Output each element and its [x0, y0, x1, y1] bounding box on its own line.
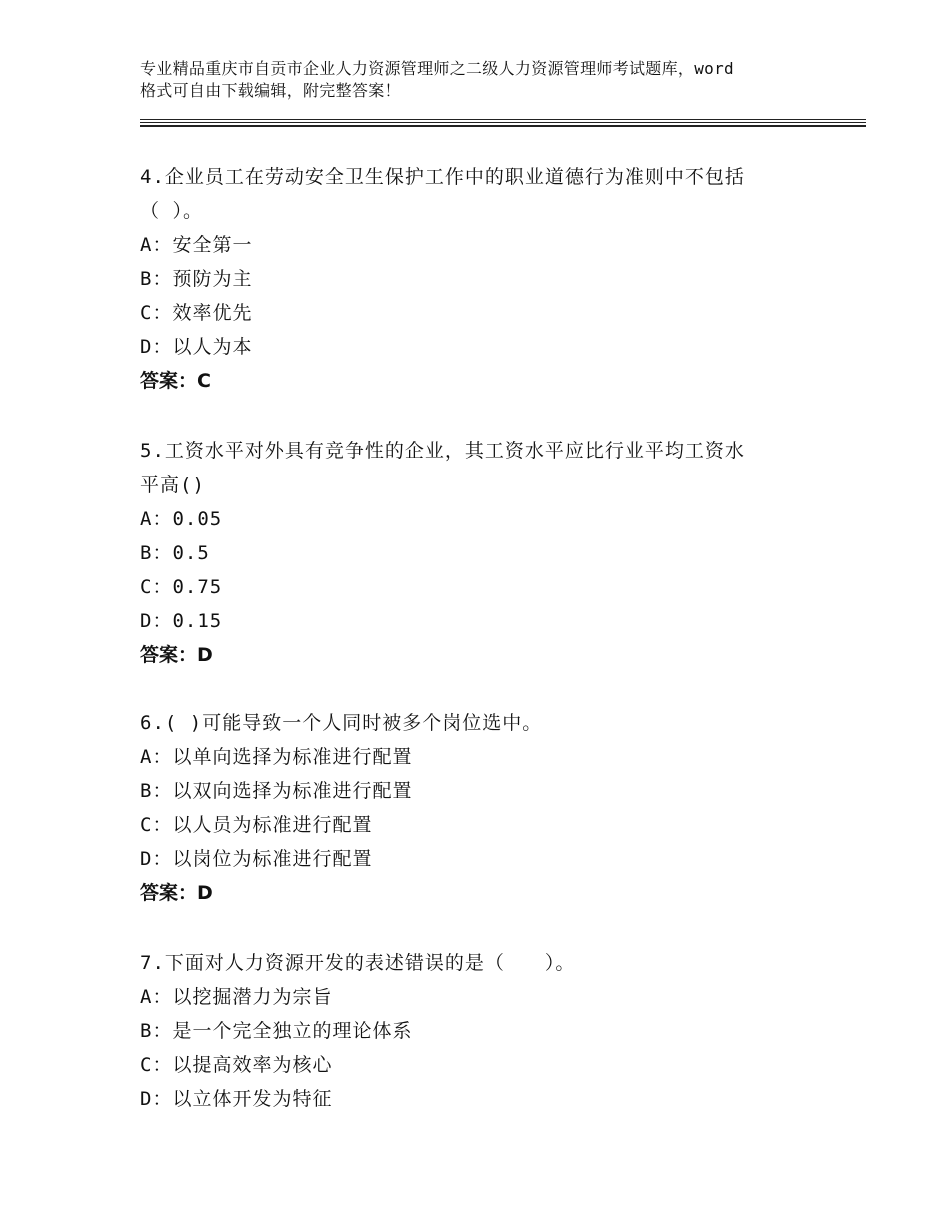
question-title: 5.工资水平对外具有竞争性的企业，其工资水平应比行业平均工资水 — [140, 440, 745, 462]
option-b: B：预防为主 — [140, 268, 253, 290]
option-a: A：以挖掘潜力为宗旨 — [140, 986, 333, 1008]
question-7 — [140, 946, 840, 1116]
option-c: C：效率优先 — [140, 302, 253, 324]
header-divider-line — [140, 125, 866, 127]
option-c: C：0.75 — [140, 576, 223, 598]
option-d: D：以人为本 — [140, 336, 253, 358]
option-c: C：以提高效率为核心 — [140, 1054, 333, 1076]
question-6 — [140, 706, 840, 910]
option-a: A：以单向选择为标准进行配置 — [140, 746, 413, 768]
header-line-2: 格式可自由下载编辑，附完整答案！ — [140, 81, 401, 100]
option-b: B：以双向选择为标准进行配置 — [140, 780, 413, 802]
option-d: D：0.15 — [140, 610, 223, 632]
question-4 — [140, 160, 840, 398]
question-title-continued: 平高() — [140, 474, 205, 496]
question-title: 4.企业员工在劳动安全卫生保护工作中的职业道德行为准则中不包括 — [140, 166, 745, 188]
option-d: D：以岗位为标准进行配置 — [140, 848, 373, 870]
option-c: C：以人员为标准进行配置 — [140, 814, 373, 836]
option-a: A：安全第一 — [140, 234, 253, 256]
question-5 — [140, 434, 840, 672]
question-title: 6.( )可能导致一个人同时被多个岗位选中。 — [140, 712, 543, 734]
answer-label: 答案：D — [140, 882, 213, 904]
option-a: A：0.05 — [140, 508, 223, 530]
header-divider-line — [140, 122, 866, 123]
answer-label: 答案：D — [140, 644, 213, 666]
question-title-continued: （ ）。 — [140, 200, 203, 222]
option-d: D：以立体开发为特征 — [140, 1088, 333, 1110]
option-b: B：0.5 — [140, 542, 210, 564]
document-header — [140, 58, 830, 102]
header-line-1: 专业精品重庆市自贡市企业人力资源管理师之二级人力资源管理师考试题库，word — [140, 59, 734, 78]
header-divider-line — [140, 119, 866, 120]
question-title: 7.下面对人力资源开发的表述错误的是（ ）。 — [140, 952, 576, 974]
answer-label: 答案：C — [140, 370, 211, 392]
option-b: B：是一个完全独立的理论体系 — [140, 1020, 413, 1042]
